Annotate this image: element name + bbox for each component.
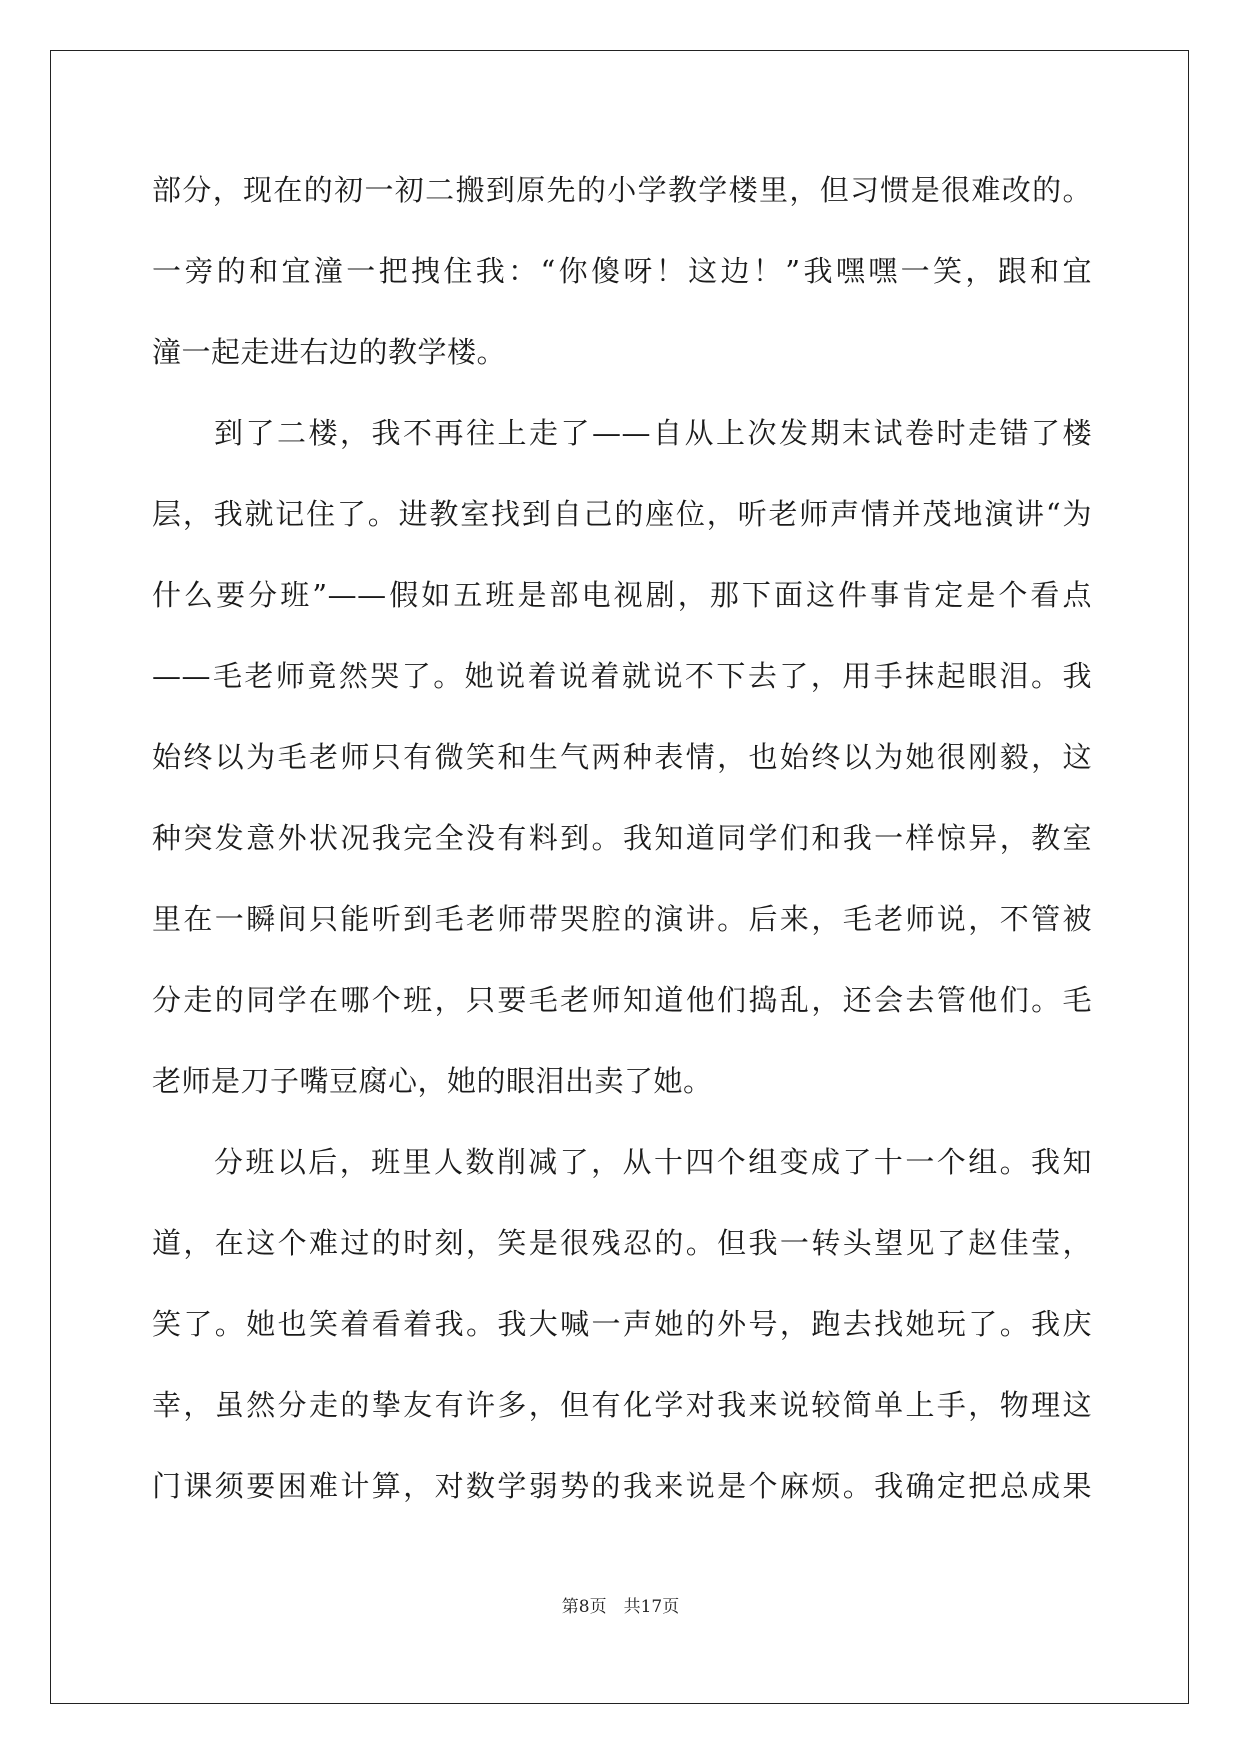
text-line: 分班以后，班里人数削减了，从十四个组变成了十一个组。我知 bbox=[214, 1145, 1092, 1179]
text-line: ——毛老师竟然哭了。她说着说着就说不下去了，用手抹起眼泪。我 bbox=[152, 659, 1092, 693]
text-line: 到了二楼，我不再往上走了——自从上次发期末试卷时走错了楼 bbox=[214, 416, 1092, 450]
text-line: 门课须要困难计算，对数学弱势的我来说是个麻烦。我确定把总成果 bbox=[152, 1469, 1092, 1503]
text-line: 什么要分班”——假如五班是部电视剧，那下面这件事肯定是个看点 bbox=[152, 578, 1092, 612]
text-line: 幸，虽然分走的挚友有许多，但有化学对我来说较简单上手，物理这 bbox=[152, 1388, 1092, 1422]
text-line: 里在一瞬间只能听到毛老师带哭腔的演讲。后来，毛老师说，不管被 bbox=[152, 902, 1092, 936]
text-line: 老师是刀子嘴豆腐心，她的眼泪出卖了她。 bbox=[152, 1064, 713, 1098]
text-line: 道，在这个难过的时刻，笑是很残忍的。但我一转头望见了赵佳莹， bbox=[152, 1226, 1092, 1260]
text-line: 种突发意外状况我完全没有料到。我知道同学们和我一样惊异，教室 bbox=[152, 821, 1092, 855]
text-line: 分走的同学在哪个班，只要毛老师知道他们捣乱，还会去管他们。毛 bbox=[152, 983, 1092, 1017]
text-line: 部分，现在的初一初二搬到原先的小学教学楼里，但习惯是很难改的。 bbox=[152, 173, 1092, 207]
page-number-footer: 第8页 共17页 bbox=[561, 1597, 680, 1617]
text-line: 层，我就记住了。进教室找到自己的座位，听老师声情并茂地演讲“为 bbox=[152, 497, 1092, 531]
text-line: 潼一起走进右边的教学楼。 bbox=[152, 335, 507, 369]
text-line: 一旁的和宜潼一把拽住我：“你傻呀！这边！”我嘿嘿一笑，跟和宜 bbox=[152, 254, 1092, 288]
text-line: 笑了。她也笑着看着我。我大喊一声她的外号，跑去找她玩了。我庆 bbox=[152, 1307, 1092, 1341]
text-line: 始终以为毛老师只有微笑和生气两种表情，也始终以为她很刚毅，这 bbox=[152, 740, 1092, 774]
document-body bbox=[152, 150, 1092, 1527]
